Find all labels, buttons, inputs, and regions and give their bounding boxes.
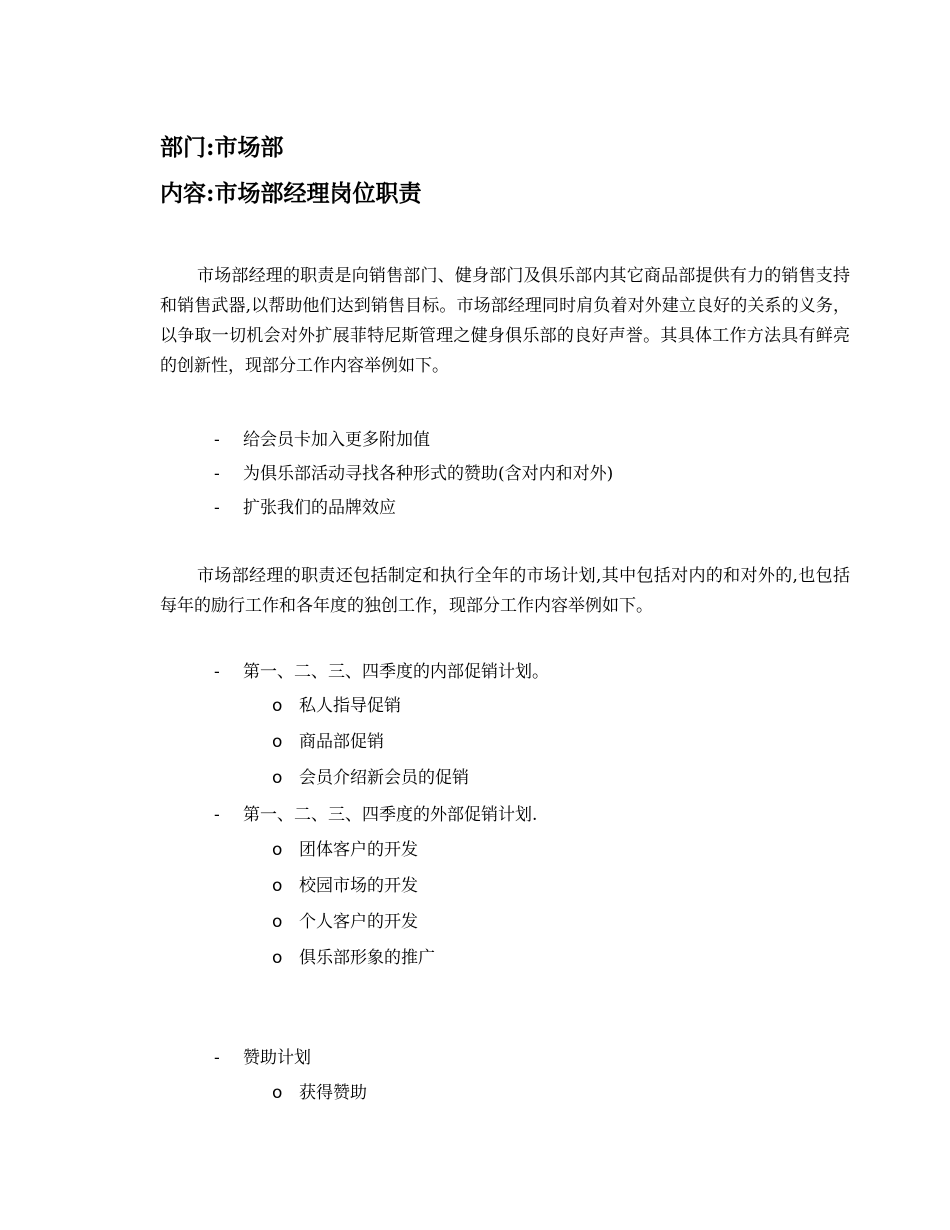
list-item-text: 获得赞助 xyxy=(299,1083,367,1103)
list-item-text: 私人指导促销 xyxy=(299,696,401,716)
list-item xyxy=(272,730,384,754)
dash-bullet: - xyxy=(214,805,220,825)
dash-bullet: - xyxy=(214,464,220,484)
dash-bullet: - xyxy=(214,662,220,682)
list-item xyxy=(214,462,613,486)
list-item-text: 俱乐部形象的推广 xyxy=(299,948,435,968)
list-item xyxy=(214,1046,311,1070)
list-item-text: 会员介绍新会员的促销 xyxy=(299,768,469,788)
circle-bullet: o xyxy=(272,696,283,716)
sponsorship-plan: 赞助计划 xyxy=(243,1048,311,1068)
content-heading: 内容:市场部经理岗位职责 xyxy=(160,180,422,207)
list-item-text: 商品部促销 xyxy=(299,732,384,752)
dash-bullet: - xyxy=(214,430,220,450)
list-item-text: 为俱乐部活动寻找各种形式的赞助(含对内和对外) xyxy=(243,464,614,484)
circle-bullet: o xyxy=(272,876,283,896)
internal-promotion-plan: 第一、二、三、四季度的内部促销计划。 xyxy=(243,662,549,682)
circle-bullet: o xyxy=(272,840,283,860)
list-item xyxy=(214,660,549,684)
list-item xyxy=(272,694,401,718)
list-item-text: 个人客户的开发 xyxy=(299,912,418,932)
circle-bullet: o xyxy=(272,732,283,752)
list-item xyxy=(272,1081,367,1105)
list-item xyxy=(214,496,396,520)
circle-bullet: o xyxy=(272,948,283,968)
external-promotion-plan: 第一、二、三、四季度的外部促销计划. xyxy=(243,805,538,825)
list-item xyxy=(272,946,435,970)
list-item-text: 团体客户的开发 xyxy=(299,840,418,860)
list-item xyxy=(272,838,418,862)
circle-bullet: o xyxy=(272,768,283,788)
dash-bullet: - xyxy=(214,498,220,518)
dash-bullet: - xyxy=(214,1048,220,1068)
list-item-text: 扩张我们的品牌效应 xyxy=(243,498,396,518)
list-item-text: 给会员卡加入更多附加值 xyxy=(243,430,430,450)
list-item xyxy=(272,766,469,790)
list-item xyxy=(214,803,537,827)
list-item xyxy=(272,874,418,898)
circle-bullet: o xyxy=(272,1083,283,1103)
responsibility-paragraph-2: 市场部经理的职责还包括制定和执行全年的市场计划,其中包括对内的和对外的,也包括每年的励行工作和各年度的独创工作，现部分工作内容举例如下。 xyxy=(160,566,850,616)
list-item xyxy=(214,428,430,452)
list-item-text: 校园市场的开发 xyxy=(299,876,418,896)
circle-bullet: o xyxy=(272,912,283,932)
department-heading: 部门:市场部 xyxy=(160,134,284,161)
list-item xyxy=(272,910,418,934)
responsibility-paragraph-1: 市场部经理的职责是向销售部门、健身部门及俱乐部内其它商品部提供有力的销售支持和销售武器,以帮助他们达到销售目标。市场部经理同时肩负着对外建立良好的关系的义务，以争取一切机会对外扩展菲特尼斯管理之健身俱乐部的良好声誉。其具体工作方法具有鲜亮的创新性，现部分工作内容举例如下。 xyxy=(160,266,850,376)
